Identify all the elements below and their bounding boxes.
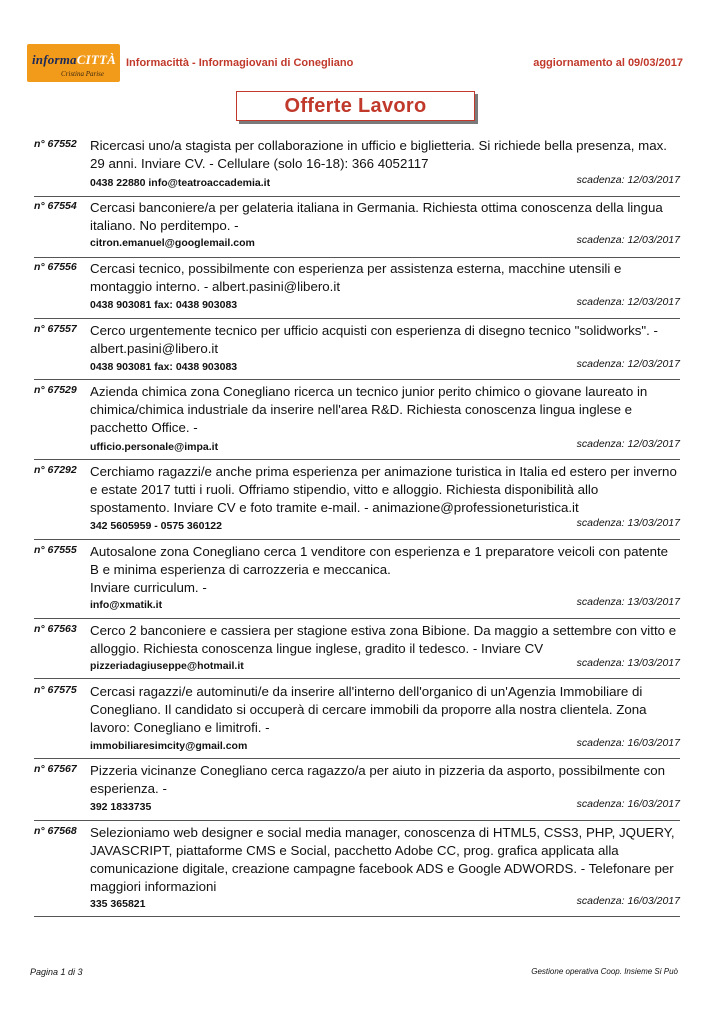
offer-number: n° 67567 bbox=[34, 763, 77, 775]
offer-divider bbox=[34, 916, 680, 917]
offer-description: Ricercasi uno/a stagista per collaborazione in ufficio e biglietteria. Si richiede bella presenza, max. 29 anni. Inviare CV. - Cellulare (solo 16-18): 366 4052117 bbox=[90, 138, 667, 171]
offer-deadline: scadenza: 12/03/2017 bbox=[576, 234, 680, 246]
offer-deadline: scadenza: 12/03/2017 bbox=[576, 296, 680, 308]
offer-divider bbox=[34, 459, 680, 460]
offer-number: n° 67568 bbox=[34, 825, 77, 837]
informacitta-logo bbox=[27, 44, 120, 82]
offer-description: Pizzeria vicinanze Conegliano cerca ragazzo/a per aiuto in pizzeria da asporto, possibilmente con esperienza. - bbox=[90, 763, 666, 796]
offer-deadline: scadenza: 12/03/2017 bbox=[576, 174, 680, 186]
offer-contact: ufficio.personale@impa.it bbox=[90, 441, 219, 453]
offer-divider bbox=[34, 196, 680, 197]
offer-number: n° 67555 bbox=[34, 544, 77, 556]
offer-number: n° 67557 bbox=[34, 323, 77, 335]
offer-divider bbox=[34, 820, 680, 821]
offer-number: n° 67552 bbox=[34, 138, 77, 150]
offer-deadline: scadenza: 12/03/2017 bbox=[576, 358, 680, 370]
offer-divider bbox=[34, 618, 680, 619]
offer-number: n° 67556 bbox=[34, 261, 77, 273]
offer-deadline: scadenza: 12/03/2017 bbox=[576, 438, 680, 450]
offer-description: Cerco 2 banconiere e cassiera per stagione estiva zona Bibione. Da maggio a settembre con vitto e alloggio. Richiesta conoscenza lingue inglese, gradito il tedesco. - Inviare CV bbox=[90, 623, 677, 656]
offer-contact: 0438 903081 fax: 0438 903083 bbox=[90, 361, 238, 373]
offer-divider bbox=[34, 257, 680, 258]
offer-contact: pizzeriadagiuseppe@hotmail.it bbox=[90, 660, 244, 672]
footer-credit: Gestione operativa Coop. Insieme Si Può bbox=[531, 967, 678, 976]
offer-contact: citron.emanuel@googlemail.com bbox=[90, 237, 255, 249]
offer-description: Cerchiamo ragazzi/e anche prima esperienza per animazione turistica in Italia ed estero per inverno e estate 2017 tutti i ruoli. Offriamo stipendio, vitto e alloggio. Richiesta disponibilità allo spostamento. Inviare CV e foto tramite e-mail. - animazione@professioneturistica.it bbox=[90, 464, 677, 515]
offer-description: Cercasi banconiere/a per gelateria italiana in Germania. Richiesta ottima conoscenza della lingua italiano. No perditempo. - bbox=[90, 200, 663, 233]
offer-deadline: scadenza: 13/03/2017 bbox=[576, 657, 680, 669]
offer-contact: 335 365821 bbox=[90, 898, 146, 910]
logo-wordmark: informaCITTÀ bbox=[32, 52, 117, 67]
page-title-box bbox=[236, 91, 475, 121]
offer-description: Cercasi ragazzi/e autominuti/e da inserire all'interno dell'organico di un'Agenzia Immobiliare di Conegliano. Il candidato si occuperà di cercare immobili da proporre alla nostra clientela. Zona lavoro: Conegliano e limitrofi. - bbox=[90, 684, 647, 735]
offer-number: n° 67575 bbox=[34, 684, 77, 696]
offer-description: Selezioniamo web designer e social media manager, conoscenza di HTML5, CSS3, PHP, JQUERY, JAVASCRIPT, piattaforme CMS e Social, pacchetto Adobe CC, prog. grafica applicata alla comunicazione digitale, creazione campagne facebook ADS e Google ADWORDS. - Telefonare per maggiori informazioni bbox=[90, 825, 675, 894]
offer-contact: 0438 22880 info@teatroaccademia.it bbox=[90, 177, 271, 189]
header-title: Informacittà - Informagiovani di Conegliano bbox=[126, 57, 354, 69]
update-date: aggiornamento al 09/03/2017 bbox=[533, 57, 683, 69]
offer-description: Autosalone zona Conegliano cerca 1 venditore con esperienza e 1 preparatore veicoli con patente B e minima esperienza di carrozzeria e meccanica. Inviare curriculum. - bbox=[90, 544, 669, 595]
offer-number: n° 67292 bbox=[34, 464, 77, 476]
offer-contact: 392 1833735 bbox=[90, 801, 152, 813]
offer-divider bbox=[34, 678, 680, 679]
offer-number: n° 67529 bbox=[34, 384, 77, 396]
offer-number: n° 67563 bbox=[34, 623, 77, 635]
offer-divider bbox=[34, 379, 680, 380]
offer-divider bbox=[34, 539, 680, 540]
offer-deadline: scadenza: 16/03/2017 bbox=[576, 798, 680, 810]
offer-description: Cerco urgentemente tecnico per ufficio acquisti con esperienza di disegno tecnico "solidworks". - albert.pasini@libero.it bbox=[90, 323, 658, 356]
offer-description: Cercasi tecnico, possibilmente con esperienza per assistenza esterna, macchine utensili e montaggio interno. - albert.pasini@libero.it bbox=[90, 261, 622, 294]
offer-deadline: scadenza: 13/03/2017 bbox=[576, 596, 680, 608]
offer-contact: immobiliaresimcity@gmail.com bbox=[90, 740, 248, 752]
logo-signature: Cristina Parise bbox=[61, 70, 104, 78]
page-title: Offerte Lavoro bbox=[284, 94, 427, 117]
offer-contact: 0438 903081 fax: 0438 903083 bbox=[90, 299, 238, 311]
offer-deadline: scadenza: 13/03/2017 bbox=[576, 517, 680, 529]
page-number: Pagina 1 di 3 bbox=[30, 967, 83, 977]
offer-deadline: scadenza: 16/03/2017 bbox=[576, 737, 680, 749]
offer-contact: 342 5605959 - 0575 360122 bbox=[90, 520, 222, 532]
offer-number: n° 67554 bbox=[34, 200, 77, 212]
offer-description: Azienda chimica zona Conegliano ricerca un tecnico junior perito chimico o giovane laureato in chimica/chimica industriale da inserire nell'area R&D. Richiesta conoscenza lingua inglese e pacchetto Office. - bbox=[90, 384, 648, 435]
offer-divider bbox=[34, 318, 680, 319]
offer-deadline: scadenza: 16/03/2017 bbox=[576, 895, 680, 907]
offer-divider bbox=[34, 758, 680, 759]
offer-contact: info@xmatik.it bbox=[90, 599, 163, 611]
